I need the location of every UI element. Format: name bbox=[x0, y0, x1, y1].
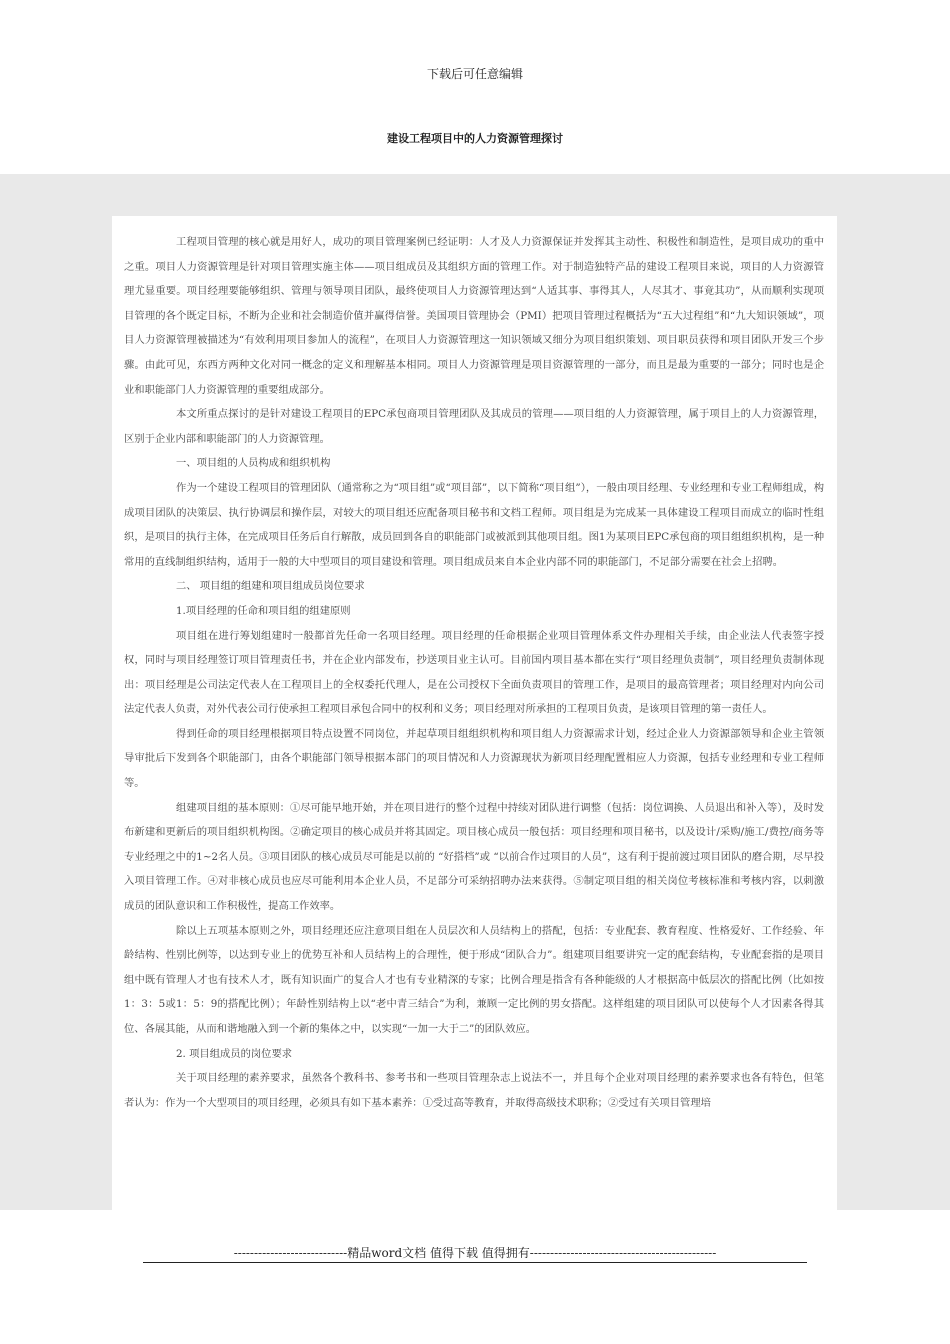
document-page bbox=[112, 216, 837, 1210]
subsection-heading: 1.项目经理的任命和项目组的组建原则 bbox=[176, 604, 351, 617]
page-header bbox=[0, 0, 950, 174]
footer-rule bbox=[143, 1262, 807, 1263]
paragraph: 项目组在进行筹划组建时一般都首先任命一名项目经理。项目经理的任命根据企业项目管理体系文件办理相关手续，由企业法人代表签字授权，同时与项目经理签订项目管理责任书，并在企业内部发布，抄送项目业主认可。目前国内项目基本都在实行“项目经理负责制”，项目经理负责制体现出：项目经理是公司法定代表人在工程项目上的全权委托代理人，是在公司授权下全面负责项目的管理工作，是项目的最高管理者；项目经理对内向公司法定代表人负责，对外代表公司行使承担工程项目承包合同中的权利和义务；项目经理对所承担的工程项目负责，是该项目管理的第一责任人。 bbox=[124, 629, 824, 716]
download-note: 下载后可任意编辑 bbox=[426, 67, 523, 81]
paragraph: 工程项目管理的核心就是用好人，成功的项目管理案例已经证明：人才及人力资源保证并发挥其主动性、积极性和制造性，是项目成功的重中之重。项目人力资源管理是针对项目管理实施主体——项目组成员及其组织方面的管理工作。对于制造独特产品的建设工程项目来说，项目的人力资源管理尤显重要。项目经理要能够组织、管理与领导项目团队，最终使项目人力资源管理达到“人适其事、事得其人，人尽其才、事竟其功”，从而顺利实现项目管理的各个既定目标，不断为企业和社会制造价值并赢得信誉。美国项目管理协会（PMI）把项目管理过程概括为“五大过程组”和“九大知识领域”，项目人力资源管理被描述为“有效利用项目参加人的流程”，在项目人力资源管理这一知识领域又细分为项目组织策划、项目职员获得和项目团队开发三个步骤。由此可见，东西方两种文化对同一概念的定义和理解基本相同。项目人力资源管理是项目资源管理的一部分，而且是最为重要的一部分；同时也是企业和职能部门人力资源管理的重要组成部分。 bbox=[124, 236, 824, 396]
document-title: 建设工程项目中的人力资源管理探讨 bbox=[387, 132, 563, 145]
paragraph: 除以上五项基本原则之外，项目经理还应注意项目组在人员层次和人员结构上的搭配，包括：专业配套、教育程度、性格爱好、工作经验、年龄结构、性别比例等，以达到专业上的优势互补和人员结构上的合理性，便于形成“团队合力”。组建项目组要讲究一定的配套结构，专业配套指的是项目组中既有管理人才也有技术人才，既有知识面广的复合人才也有专业精深的专家；比例合理是指含有各种能级的人才根据高中低层次的搭配比例（比如按1：3：5或1：5：9的搭配比例）；年龄性别结构上以“老中青三结合”为利，兼顾一定比例的男女搭配。这样组建的项目团队可以使每个人才因素各得其位、各展其能，从而和谐地融入到一个新的集体之中，以实现“一加一大于二”的团队效应。 bbox=[124, 924, 824, 1035]
section-heading: 一、项目组的人员构成和组织机构 bbox=[176, 457, 331, 470]
subsection-heading: 2. 项目组成员的岗位要求 bbox=[176, 1047, 293, 1060]
paragraph: 得到任命的项目经理根据项目特点设置不同岗位，并起草项目组组织机构和项目组人力资源需求计划，经过企业人力资源部领导和企业主管领导审批后下发到各个职能部门，由各个职能部门领导根据本部门的项目情况和人力资源现状为新项目经理配置相应人力资源，包括专业经理和专业工程师等。 bbox=[124, 727, 824, 790]
footer-banner: ----------------------------精品word文档 值得下载 值得拥有---------------------------------------------- bbox=[233, 1246, 717, 1260]
paragraph: 本文所重点探讨的是针对建设工程项目的EPC承包商项目管理团队及其成员的管理——项目组的人力资源管理，属于项目上的人力资源管理，区别于企业内部和职能部门的人力资源管理。 bbox=[124, 408, 824, 445]
paragraph: 关于项目经理的素养要求，虽然各个教科书、参考书和一些项目管理杂志上说法不一，并且每个企业对项目经理的素养要求也各有特色，但笔者认为：作为一个大型项目的项目经理，必须具有如下基本素养：①受过高等教育，并取得高级技术职称；②受过有关项目管理培 bbox=[124, 1072, 824, 1109]
document-body bbox=[124, 230, 824, 1115]
section-heading: 二、 项目组的组建和项目组成员岗位要求 bbox=[176, 580, 365, 593]
paragraph: 组建项目组的基本原则：①尽可能早地开始，并在项目进行的整个过程中持续对团队进行调整（包括：岗位调换、人员退出和补入等），及时发布新建和更新后的项目组织机构图。②确定项目的核心成员并将其固定。项目核心成员一般包括：项目经理和项目秘书，以及设计/采购/施工/费控/商务等专业经理之中的1~2名人员。③项目团队的核心成员尽可能是以前的 “好搭档”或 “以前合作过项目的人员”，这有利于提前渡过项目团队的磨合期，尽早投入项目管理工作。④对非核心成员也应尽可能利用本企业人员，不足部分可采纳招聘办法来获得。⑤制定项目组的相关岗位考核标准和考核内容，以刺激成员的团队意识和工作积极性，提高工作效率。 bbox=[124, 801, 824, 913]
paragraph: 作为一个建设工程项目的管理团队（通常称之为“项目组”或“项目部”，以下简称“项目组”），一般由项目经理、专业经理和专业工程师组成，构成项目团队的决策层、执行协调层和操作层，对较大的项目组还应配备项目秘书和文档工程师。项目组是为完成某一具体建设工程项目而成立的临时性组织，是项目的执行主体，在完成项目任务后自行解散，成员回到各自的职能部门或被派到其他项目组。图1为某项目EPC承包商的项目组组织机构，是一种常用的直线制组织结构，适用于一般的大中型项目的项目建设和管理。项目组成员来自本企业内部不同的职能部门，不足部分需要在社会上招聘。 bbox=[124, 481, 824, 568]
